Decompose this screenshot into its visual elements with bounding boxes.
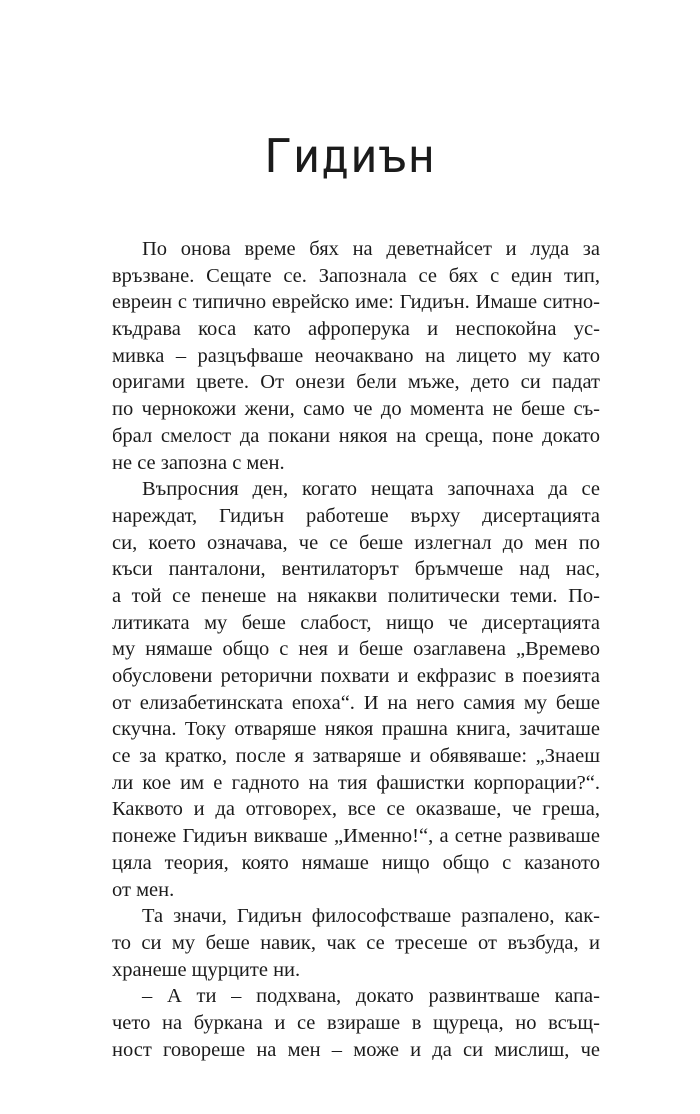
text-line: цяла теория, която нямаше нищо общо с казаното [112,851,600,874]
text-line: литиката му беше слабост, нищо че дисертацията [112,611,600,634]
text-line: понеже Гидиън викваше „Именно!“, а сетне развиваше [112,825,600,848]
text-line: мивка – разцъфваше неочаквано на лицето му като [112,344,600,367]
text-line: от елизабетинската епоха“. И на него самия му беше [112,691,600,714]
text-line: ност говореше на мен – може и да си мислиш, че [112,1038,600,1061]
text-line: – А ти – подхвана, докато развинтваше капа- [142,985,600,1008]
text-line: Та значи, Гидиън философстваше разпалено, как- [142,905,600,928]
text-line: се за кратко, после я затваряше и обявяваше: „Знаеш [112,745,600,768]
text-line: от мен. [112,878,175,901]
text-line: Каквото и да отговорех, все се оказваше, че греша, [112,798,600,821]
text-line: си, което означава, че се беше излегнал до мен по [112,531,600,554]
paragraph [112,983,600,1063]
text-line: не се запозна с мен. [112,451,285,474]
text-line: то си му беше навик, чак се тресеше от възбуда, и [112,931,600,954]
text-line: връзване. Сещате се. Запознала се бях с един тип, [112,264,600,287]
text-line: му нямаше общо с нея и беше озаглавена „Времево [112,638,600,661]
text-line: нареждат, Гидиън работеше върху дисертацията [112,504,600,527]
text-line: брал смелост да покани някоя на среща, поне докато [112,424,600,447]
paragraph [112,903,600,983]
chapter-body [112,236,600,1063]
text-line: хранеше щурците ни. [112,958,301,981]
text-line: оригами цвете. От онези бели мъже, дето си падат [112,371,600,394]
text-line: чето на буркана и се взираше в щуреца, но всъщ- [112,1011,600,1034]
text-line: скучна. Току отваряше някоя прашна книга, зачиташе [112,718,600,741]
text-line: а той се пенеше на някакви политически теми. По- [112,584,600,607]
text-line: евреин с типично еврейско име: Гидиън. Имаше ситно- [112,291,600,314]
text-line: обусловени реторични похвати и екфразис в поезията [112,665,600,687]
paragraph [112,476,600,903]
text-line: ли кое им е гадното на тия фашистки корпорации?“. [112,771,600,794]
text-line: къдрава коса като афроперука и неспокойна ус- [112,318,600,341]
paragraph [112,236,600,476]
text-line: по чернокожи жени, само че до момента не беше съ- [112,398,600,421]
text-line: къси панталони, вентилаторът бръмчеше над нас, [112,558,600,581]
text-line: По онова време бях на деветнайсет и луда за [142,238,600,260]
chapter-title: Гидиън [263,129,437,183]
text-line: Въпросния ден, когато нещата започнаха да се [142,478,600,501]
